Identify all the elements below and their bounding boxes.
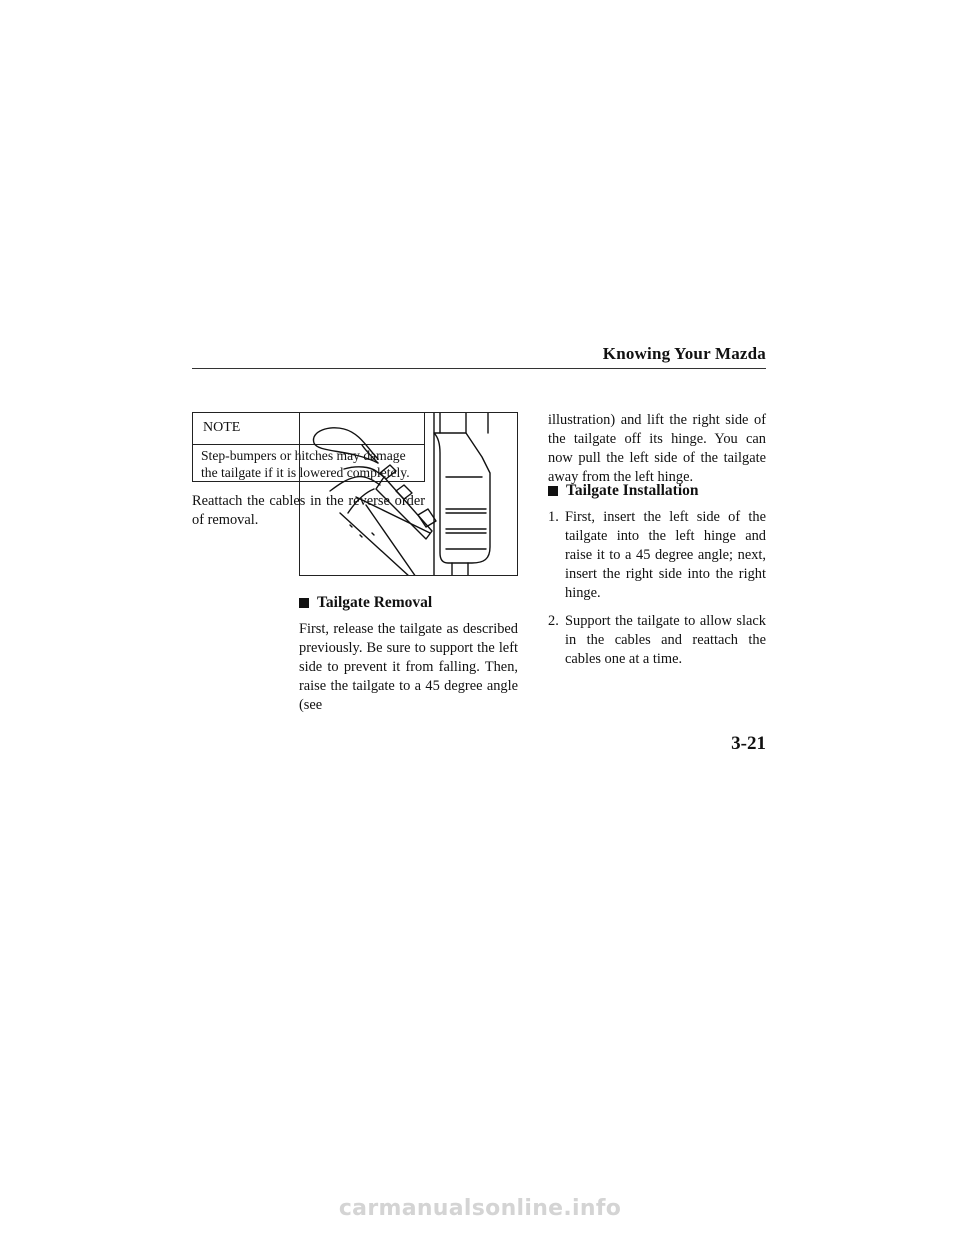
square-bullet-icon [299, 598, 309, 608]
header-rule [192, 368, 766, 369]
tailgate-removal-heading-text: Tailgate Removal [317, 594, 433, 611]
square-bullet-icon [548, 486, 558, 496]
step-text: Support the tailgate to allow slack in the cables and reattach the cables one at a time. [565, 613, 766, 667]
illustration-drawing [300, 413, 518, 576]
installation-step [548, 612, 766, 669]
note-label: NOTE [203, 420, 241, 435]
installation-steps [548, 508, 766, 678]
note-text: Step-bumpers or hitches may damage the tailgate if it is lowered completely. [201, 448, 410, 480]
tailgate-removal-paragraph: First, release the tailgate as described previously. Be sure to support the left side to prevent it from falling. Then, raise the tailgate to a 45 degree angle (see [299, 621, 518, 713]
tailgate-installation-heading-text: Tailgate Installation [566, 482, 699, 499]
tailgate-cable-illustration [299, 412, 518, 576]
installation-step [548, 508, 766, 603]
step-number: 2. [548, 613, 559, 629]
removal-continuation-paragraph: illustration) and lift the right side of the tailgate off its hinge. You can now pull the left side of the tailgate away from the left hinge. [548, 412, 766, 485]
section-title: Knowing Your Mazda [602, 344, 766, 363]
tailgate-removal-heading [299, 594, 432, 612]
watermark: carmanualsonline.info [338, 1196, 622, 1221]
step-text: First, insert the left side of the tailgate into the left hinge and raise it to a 45 degree angle; next, insert the right side into the right hinge. [565, 509, 766, 601]
tailgate-installation-heading [548, 482, 699, 500]
step-number: 1. [548, 509, 559, 525]
reattach-paragraph: Reattach the cables in the reverse order of removal. [192, 493, 425, 528]
page-number: 3-21 [731, 733, 766, 754]
